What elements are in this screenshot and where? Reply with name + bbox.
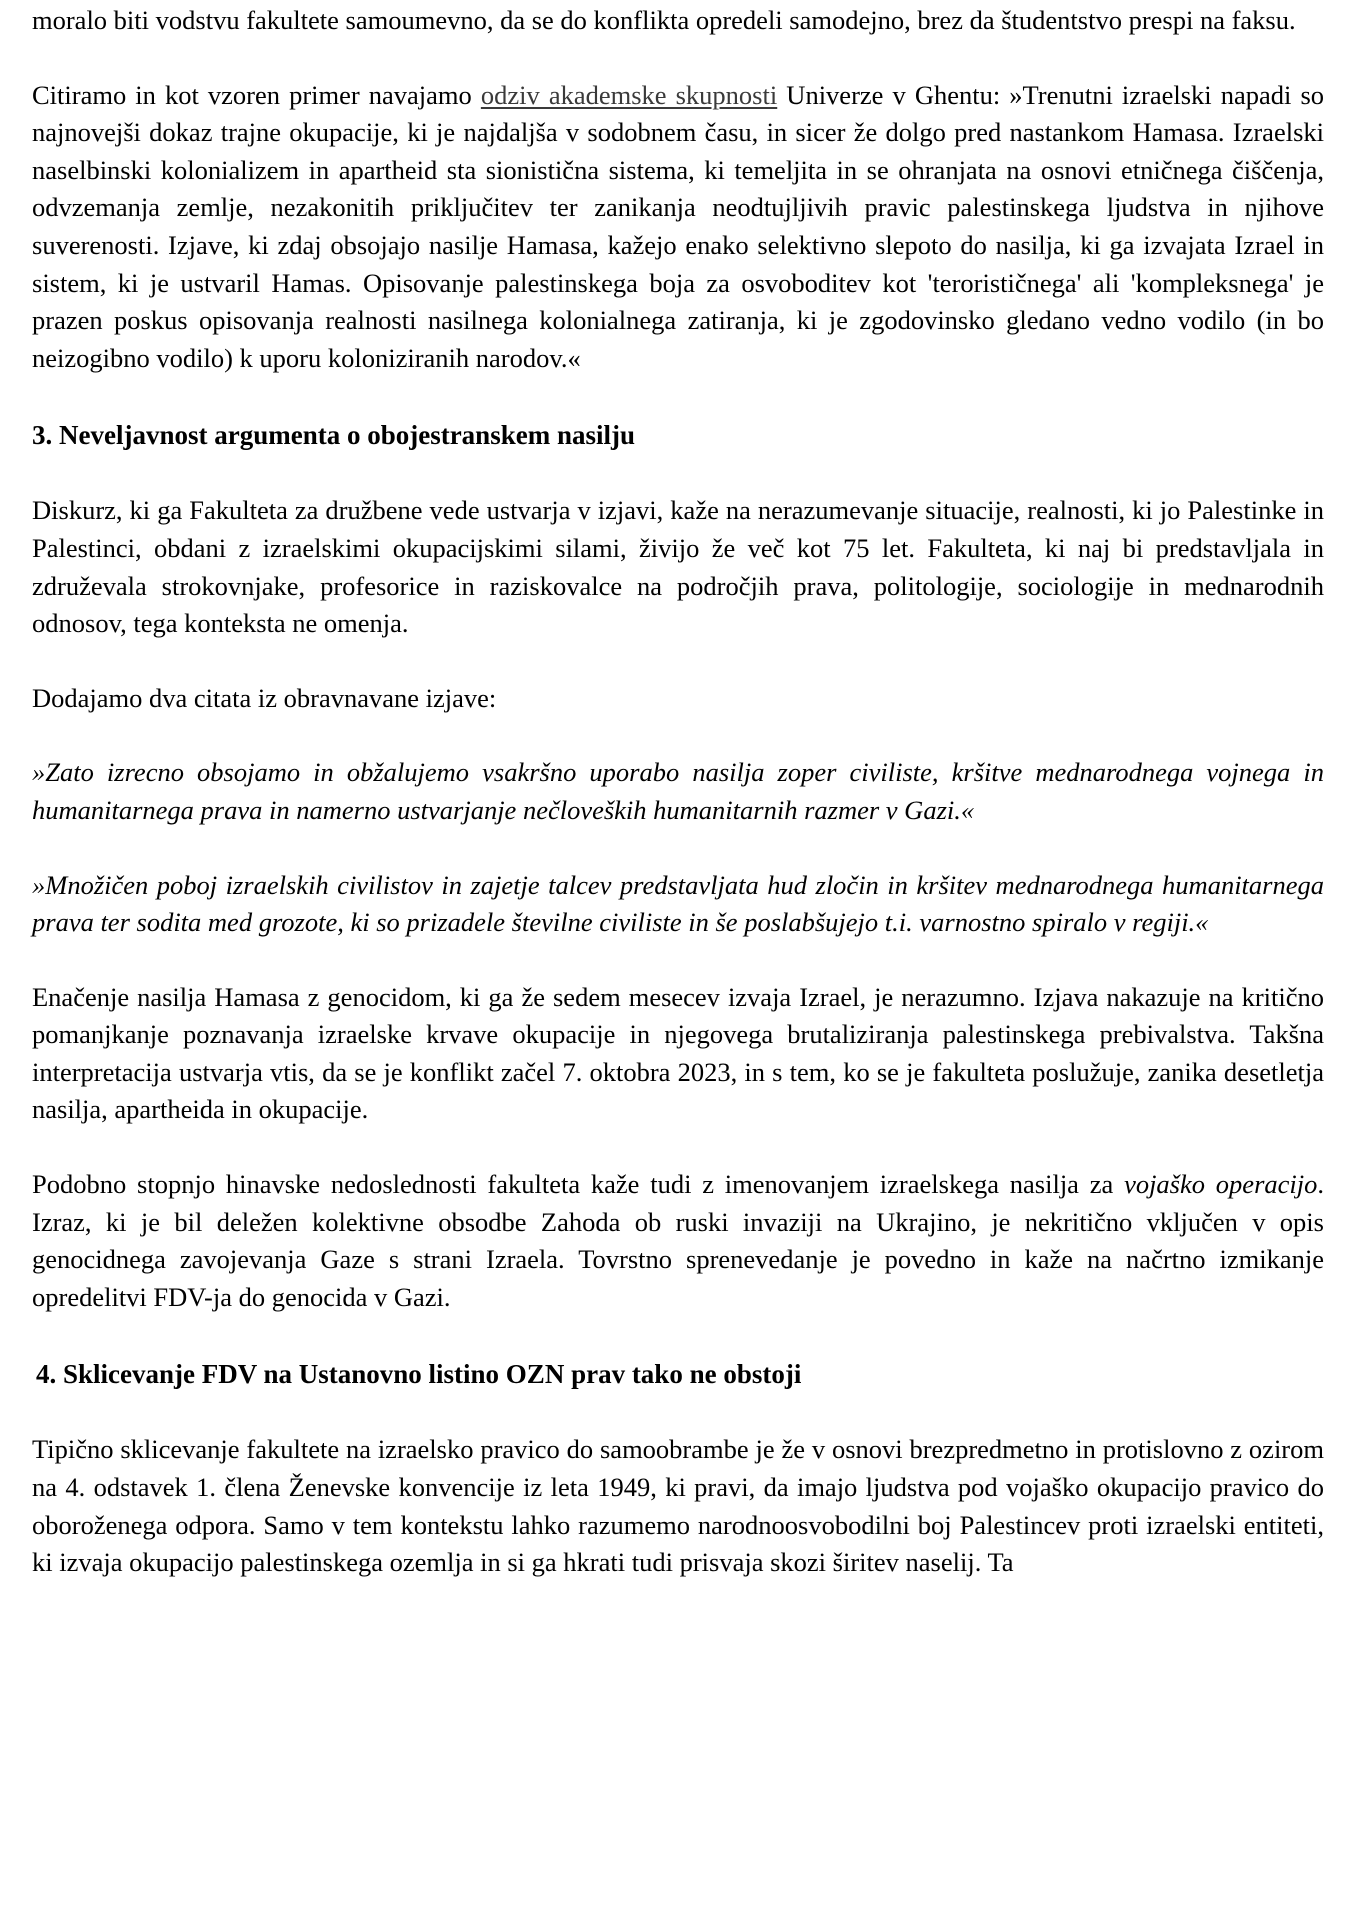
paragraph-quotes-intro: Dodajamo dva citata iz obravnavane izjave:	[32, 682, 497, 713]
quote-statement-1: »Zato izrecno obsojamo in obžalujemo vsakršno uporabo nasilja zoper civiliste, kršitve mednarodnega vojnega in humanitarnega prava in namerno ustvarjanje nečloveških humanitarnih razmer v Gazi.«	[32, 757, 1324, 825]
paragraph-ghent-citation	[32, 77, 1324, 378]
document-page	[0, 2, 1359, 1582]
paragraph-text: Univerze v Ghentu: »Trenutni izraelski napadi so najnovejši dokaz trajne okupacije, ki je najdaljša v sodobnem času, in sicer že dolgo pred nastankom Hamasa. Izraelski naselbinski kolonializem in apartheid sta sionistična sistema, ki temeljita in se ohranjata na osnovi etničnega čiščenja, odvzemanja zemlje, nezakonitih priključitev ter zanikanja neodtujljivih pravic palestinskega ljudstva in njihove suverenosti. Izjave, ki zdaj obsojajo nasilje Hamasa, kažejo enako selektivno slepoto do nasilja, ki ga izvajata Izrael in sistem, ki je ustvaril Hamas. Opisovanje palestinskega boja za osvoboditev kot 'terorističnega' ali 'kompleksnega' je prazen poskus opisovanja realnosti nasilnega kolonialnega zatiranja, ki je zgodovinsko gledano vedno vodilo (in bo neizogibno vodilo) k uporu koloniziranih narodov.«	[32, 79, 1325, 373]
paragraph-military-operation	[32, 1166, 1324, 1316]
section-heading-4: 4. Sklicevanje FDV na Ustanovno listino OZN prav tako ne obstoji	[36, 1359, 802, 1390]
quote-statement-2: »Množičen poboj izraelskih civilistov in zajetje talcev predstavljata hud zločin in kršitev mednarodnega humanitarnega prava ter sodita med grozote, ki so prizadele številne civiliste in še poslabšujejo t.i. varnostno spiralo v regiji.«	[32, 869, 1324, 938]
paragraph-text: . Izraz, ki je bil deležen kolektivne obsodbe Zahoda ob ruski invaziji na Ukrajino, je nekritično vključen v opis genocidnega zavojevanja Gaze s strani Izraela. Tovrstno sprenevedanje je povedno in kaže na načrtno izmikanje opredelitvi FDV-ja do genocida v Gazi.	[32, 1169, 1324, 1312]
paragraph-text: Podobno stopnjo hinavske nedoslednosti fakulteta kaže tudi z imenovanjem izraelskega nasilja za	[32, 1169, 1125, 1200]
academic-community-response-link[interactable]: odziv akademske skupnosti	[480, 79, 778, 110]
paragraph-discourse: Diskurz, ki ga Fakulteta za družbene vede ustvarja v izjavi, kaže na nerazumevanje situacije, realnosti, ki jo Palestinke in Palestinci, obdani z izraelskimi okupacijskimi silami, živijo že več kot 75 let. Fakulteta, ki naj bi predstavljala in združevala strokovnjake, profesorice in raziskovalce na področjih prava, politologije, sociologije in mednarodnih odnosov, tega konteksta ne omenja.	[32, 495, 1324, 639]
paragraph-text: Citiramo in kot vzoren primer navajamo	[32, 79, 481, 110]
emphasized-term: vojaško operacijo	[1124, 1169, 1318, 1200]
paragraph-equating-violence: Enačenje nasilja Hamasa z genocidom, ki ga že sedem mesecev izvaja Izrael, je nerazumno. Izjava nakazuje na kritično pomanjkanje poznavanja izraelske krvave okupacije in njegovega brutaliziranja palestinskega prebivalstva. Takšna interpretacija ustvarja vtis, da se je konflikt začel 7. oktobra 2023, in s tem, ko se je fakulteta poslužuje, zanika desetletja nasilja, apartheida in okupacije.	[32, 981, 1324, 1125]
section-heading-3: 3. Neveljavnost argumenta o obojestranskem nasilju	[32, 420, 635, 451]
paragraph-geneva-convention: Tipično sklicevanje fakultete na izraelsko pravico do samoobrambe je že v osnovi brezpredmetno in protislovno z ozirom na 4. odstavek 1. člena Ženevske konvencije iz leta 1949, ki pravi, da imajo ljudstva pod vojaško okupacijo pravico do oboroženega odpora. Samo v tem kontekstu lahko razumemo narodnoosvobodilni boj Palestincev proti izraelski entiteti, ki izvaja okupacijo palestinskega ozemlja in si ga hkrati tudi prisvaja skozi širitev naselij. Ta	[32, 1434, 1324, 1578]
paragraph-intro-continuation: moralo biti vodstvu fakultete samoumevno, da se do konflikta opredeli samodejno, brez da študentstvo prespi na faksu.	[32, 5, 1296, 35]
